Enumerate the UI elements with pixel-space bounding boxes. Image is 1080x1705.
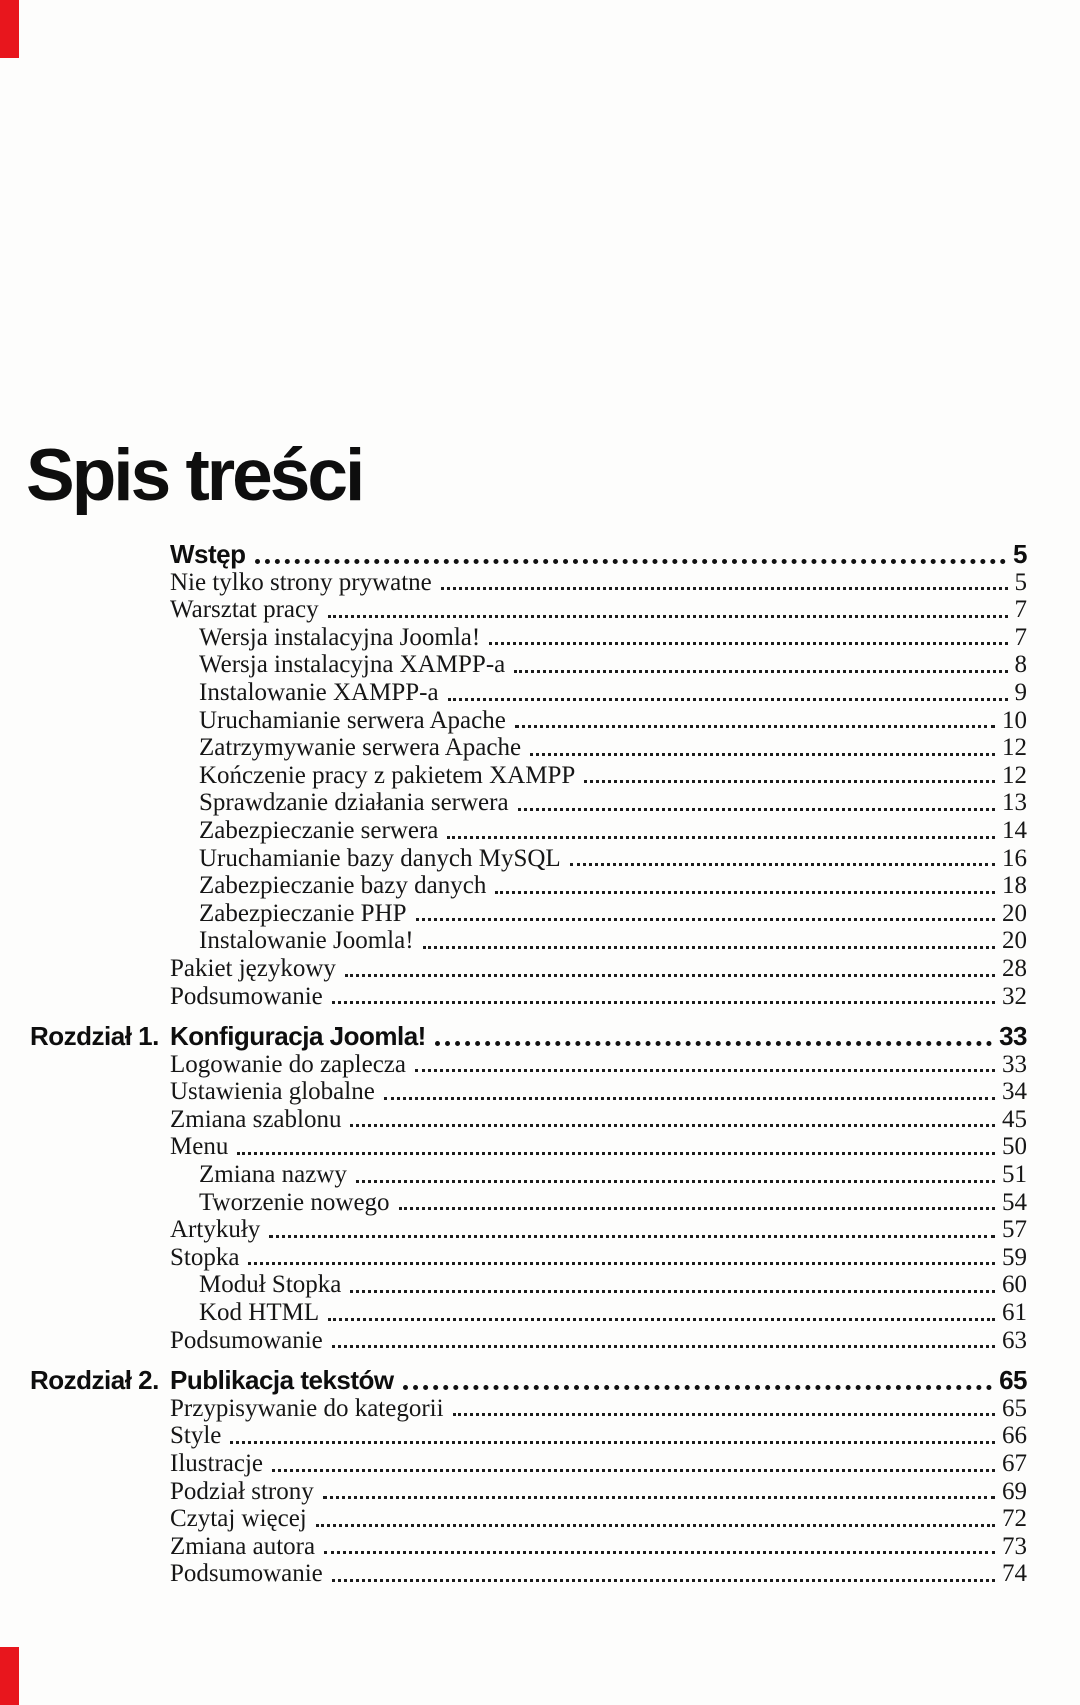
toc-chapter-row (170, 541, 1027, 569)
toc-list (30, 539, 1027, 1588)
dotted-leader (316, 1524, 995, 1527)
toc-entry-label: Instalowanie XAMPP-a (199, 678, 439, 706)
toc-item-row (170, 817, 1027, 845)
toc-item-row (170, 1450, 1027, 1478)
toc-item-row (170, 734, 1027, 762)
toc-page-number: 13 (1002, 789, 1027, 817)
dotted-leader (384, 1097, 995, 1100)
toc-item-row (170, 1478, 1027, 1506)
toc-entry-label: Publikacja tekstów (170, 1365, 394, 1396)
toc-page-number: 33 (1002, 1050, 1027, 1078)
dotted-leader (403, 1385, 992, 1390)
chapter-number-label: Rozdział 2. (30, 1365, 159, 1396)
toc-entry-label: Stopka (170, 1243, 240, 1271)
toc-entry-label: Podsumowanie (170, 1326, 323, 1354)
toc-entry-label: Uruchamianie bazy danych MySQL (199, 844, 561, 872)
dotted-leader (515, 725, 995, 728)
dotted-leader (435, 1041, 992, 1046)
toc-chapter-row (30, 1365, 1027, 1396)
toc-item-row (170, 1533, 1027, 1561)
dotted-leader (530, 753, 995, 756)
toc-item-row (170, 1271, 1027, 1299)
toc-item-row (170, 1327, 1027, 1355)
dotted-leader (332, 1345, 995, 1348)
dotted-leader (518, 808, 995, 811)
dotted-leader (324, 1551, 995, 1554)
toc-page-number: 67 (1002, 1450, 1027, 1477)
dotted-leader (514, 670, 1007, 673)
toc-page-number: 32 (1002, 982, 1027, 1010)
toc-page-number: 12 (1002, 761, 1027, 789)
dotted-leader (570, 863, 995, 866)
toc-item-row (170, 651, 1027, 679)
dotted-leader (441, 587, 1008, 590)
toc-entry-label: Zmiana autora (170, 1532, 316, 1560)
toc-entry-label: Kończenie pracy z pakietem XAMPP (199, 761, 576, 789)
toc-page-number: 20 (1002, 899, 1027, 927)
toc-entry-label: Przypisywanie do kategorii (170, 1394, 444, 1422)
toc-item-row (170, 569, 1027, 597)
toc-page-number: 5 (1014, 568, 1027, 596)
page-title: Spis treści (26, 434, 363, 516)
toc-item-row (170, 872, 1027, 900)
toc-entry-label: Artykuły (170, 1216, 261, 1244)
toc-item-row (170, 1106, 1027, 1134)
dotted-leader (248, 1262, 995, 1265)
toc-page-number: 65 (999, 1365, 1027, 1396)
toc-page-number: 12 (1002, 734, 1027, 762)
toc-entry-label: Warsztat pracy (170, 596, 319, 624)
dotted-leader (356, 1180, 995, 1183)
toc-item-row (170, 624, 1027, 652)
toc-page-number: 45 (1002, 1105, 1027, 1133)
toc-entry-label: Zabezpieczanie PHP (199, 899, 407, 927)
dotted-leader (332, 1579, 995, 1582)
toc-page-number: 50 (1002, 1133, 1027, 1161)
chapter-number-label: Rozdział 1. (30, 1021, 159, 1052)
toc-item-row (170, 1161, 1027, 1189)
dotted-leader (323, 1496, 995, 1499)
toc-page-number: 18 (1002, 872, 1027, 900)
toc-item-row (170, 983, 1027, 1011)
toc-entry-label: Logowanie do zaplecza (170, 1050, 406, 1078)
dotted-leader (255, 559, 1007, 564)
dotted-leader (415, 1069, 995, 1072)
toc-page-number: 74 (1002, 1560, 1027, 1588)
toc-item-row (170, 1216, 1027, 1244)
toc-item-row (170, 1133, 1027, 1161)
toc-page-number: 33 (999, 1021, 1027, 1052)
toc-page-number: 8 (1014, 651, 1027, 679)
toc-page-number: 14 (1002, 816, 1027, 844)
toc-page-number: 60 (1002, 1271, 1027, 1299)
toc-page-number: 66 (1002, 1422, 1027, 1450)
toc-page-number: 51 (1002, 1161, 1027, 1189)
toc-entry-label: Zabezpieczanie serwera (199, 816, 439, 844)
toc-entry-label: Wstęp (170, 539, 246, 569)
toc-entry-label: Style (170, 1422, 222, 1450)
dotted-leader (269, 1235, 995, 1238)
toc-entry-label: Pakiet językowy (170, 954, 336, 982)
toc-page-number: 69 (1002, 1477, 1027, 1505)
toc-page-number: 20 (1002, 927, 1027, 955)
toc-item-row (170, 707, 1027, 735)
page-edge-red-tab-bottom (0, 1647, 19, 1705)
toc-page-number: 5 (1013, 539, 1027, 569)
dotted-leader (447, 836, 995, 839)
toc-entry-label: Wersja instalacyjna XAMPP-a (199, 651, 506, 679)
toc-page-number: 59 (1002, 1243, 1027, 1271)
toc-entry-label: Podział strony (170, 1477, 314, 1505)
toc-entry-label: Konfiguracja Joomla! (170, 1021, 426, 1052)
dotted-leader (416, 918, 995, 921)
toc-item-row (170, 927, 1027, 955)
toc-page-number: 10 (1002, 706, 1027, 734)
page-edge-red-tab-top (0, 0, 19, 58)
dotted-leader (350, 1124, 995, 1127)
toc-entry-label: Ustawienia globalne (170, 1078, 375, 1106)
toc-item-row (170, 1189, 1027, 1217)
toc-entry-label: Nie tylko strony prywatne (170, 568, 432, 596)
toc-entry-label: Tworzenie nowego (199, 1188, 390, 1216)
dotted-leader (272, 1469, 995, 1472)
toc-entry-label: Uruchamianie serwera Apache (199, 706, 506, 734)
toc-entry-label: Podsumowanie (170, 1560, 323, 1588)
toc-entry-label: Ilustracje (170, 1450, 264, 1477)
dotted-leader (328, 615, 1008, 618)
toc-page-number: 7 (1014, 596, 1027, 624)
toc-page-number: 65 (1002, 1394, 1027, 1422)
toc-item-row (170, 1299, 1027, 1327)
toc-item-row (170, 1505, 1027, 1533)
toc-item-row (170, 1051, 1027, 1079)
dotted-leader (230, 1441, 995, 1444)
toc-item-row (170, 1078, 1027, 1106)
toc-entry-label: Zmiana nazwy (199, 1161, 347, 1189)
toc-item-row (170, 1244, 1027, 1272)
toc-entry-label: Zatrzymywanie serwera Apache (199, 734, 522, 762)
dotted-leader (584, 780, 995, 783)
toc-page-number: 34 (1002, 1078, 1027, 1106)
toc-item-row (170, 1560, 1027, 1588)
toc-entry-label: Moduł Stopka (199, 1271, 342, 1299)
dotted-leader (489, 642, 1007, 645)
toc-item-row (170, 1395, 1027, 1423)
toc-entry-label: Wersja instalacyjna Joomla! (199, 623, 481, 651)
toc-item-row (170, 679, 1027, 707)
toc-entry-label: Instalowanie Joomla! (199, 927, 414, 955)
toc-item-row (170, 789, 1027, 817)
toc-item-row (170, 596, 1027, 624)
toc-entry-label: Menu (170, 1133, 229, 1161)
toc-chapter-row (30, 1021, 1027, 1052)
dotted-leader (495, 891, 995, 894)
toc-item-row (170, 845, 1027, 873)
toc-entry-label: Kod HTML (199, 1299, 320, 1327)
toc-entry-label: Sprawdzanie działania serwera (199, 789, 509, 817)
dotted-leader (328, 1318, 995, 1321)
toc-page-number: 63 (1002, 1326, 1027, 1354)
toc-page-number: 28 (1002, 954, 1027, 982)
toc-entry-label: Podsumowanie (170, 982, 323, 1010)
toc-entry-label: Zmiana szablonu (170, 1105, 342, 1133)
toc-page-number: 72 (1002, 1505, 1027, 1533)
dotted-leader (448, 698, 1008, 701)
toc-page-number: 61 (1002, 1299, 1027, 1327)
dotted-leader (332, 1001, 995, 1004)
dotted-leader (399, 1207, 995, 1210)
toc-page-number: 9 (1014, 678, 1027, 706)
toc-item-row (170, 900, 1027, 928)
toc-page-number: 57 (1002, 1216, 1027, 1244)
toc-item-row (170, 1422, 1027, 1450)
toc-page-number: 7 (1014, 623, 1027, 651)
toc-page-number: 16 (1002, 844, 1027, 872)
dotted-leader (453, 1413, 995, 1416)
toc-page-number: 73 (1002, 1532, 1027, 1560)
dotted-leader (350, 1290, 995, 1293)
toc-entry-label: Czytaj więcej (170, 1505, 307, 1533)
toc-item-row (170, 762, 1027, 790)
dotted-leader (423, 946, 995, 949)
toc-entry-label: Zabezpieczanie bazy danych (199, 872, 487, 900)
dotted-leader (237, 1152, 995, 1155)
toc-page-number: 54 (1002, 1188, 1027, 1216)
toc-item-row (170, 955, 1027, 983)
dotted-leader (345, 974, 995, 977)
